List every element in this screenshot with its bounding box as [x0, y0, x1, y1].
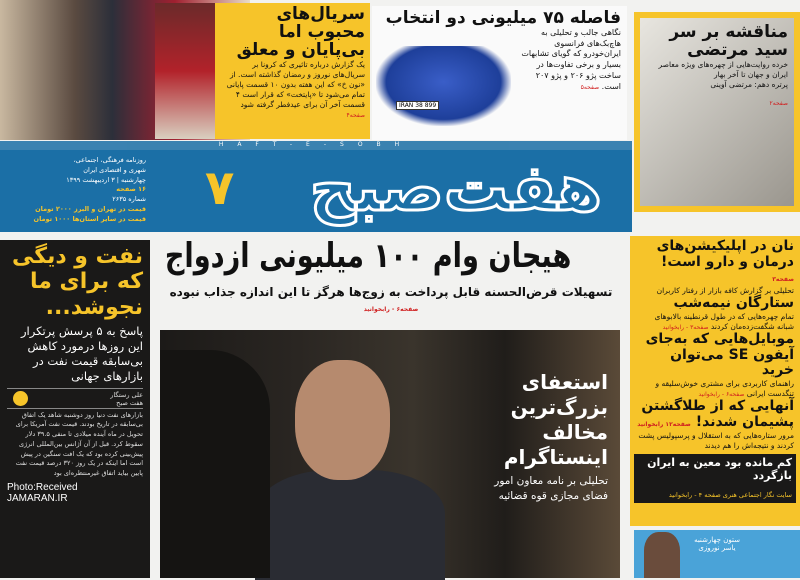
story-sub: پرتره دهم: مرتضی آوینی [710, 79, 788, 89]
foreground-silhouette [160, 350, 270, 578]
item-title: نان در اپلیکیشن‌های درمان و دارو است! [656, 238, 794, 270]
desc: شهری و اقتصادی ایران [83, 165, 146, 174]
newspaper-logo: هفت‌صبح [309, 152, 602, 226]
watermark-line: Photo:Received [7, 481, 78, 493]
masthead [0, 150, 632, 232]
logo-number: ۷ [205, 160, 235, 216]
item-title[interactable]: موبایل‌هایی که به‌جای آیفون SE می‌توان خرید [645, 331, 794, 379]
story-body: یک گزارش درباره تاثیری که کرونا بر سریال‌های نوروز و رمضان گذاشته است. از «نون خ» که این هفته بدون ۱۰ قسمت پایانی تمام می‌شود تا «پایتخت» که قرار است ۴ قسمت آخر آن برای عیدفطر گرفته شود [226, 59, 365, 110]
person-face [295, 360, 390, 480]
item-body-block [636, 312, 794, 332]
story-body: خرده روایت‌هایی از چهره‌های ویژه معاصر ایران و جهان تا آخر بهار [658, 59, 788, 79]
page-ref: صفحه۳ - رابخوانید [662, 323, 709, 331]
date: چهارشنبه | ۳ اردیبهشت ۱۳۹۹ [66, 175, 146, 184]
main-headline-wrap [160, 236, 622, 282]
columnist-name: یاسر نوروزی [698, 544, 736, 552]
item[interactable] [636, 399, 794, 430]
desc: روزنامه فرهنگی، اجتماعی، [73, 156, 146, 164]
item-body: راهنمای کاربردی برای مشتری خوش‌سلیقه و تنگدست ایرانی [655, 379, 794, 399]
page-ref: صفحه۴ [346, 112, 365, 120]
photo-caption [478, 370, 608, 503]
item-body: مرور ستاره‌هایی که به استقلال و پرسپولیس پشت کردند و نتیجه‌اش را هم دیدند [638, 430, 794, 450]
item-body: تمام چهره‌هایی که در طول قرنطینه بالابوهای شبانه شگفت‌زده‌مان کردند [654, 311, 794, 331]
page-ref: صفحه۵ [580, 83, 600, 91]
car-photo [376, 46, 511, 126]
page-count: ۱۶ صفحه [116, 185, 146, 194]
item-title[interactable]: ستارگان نیمه‌شب [673, 295, 794, 312]
story-morteza[interactable] [634, 12, 800, 212]
page-ref: صفحه۶ - رابخوانید [698, 391, 745, 399]
photo-body: تحلیلی بر نامه معاون امور فضای مجازی قوه قضائیه [494, 475, 608, 502]
story-body: نگاهی جالب و تحلیلی به هاچ‌بک‌های فرانسوی ایران‌خودرو که گویای تشابهات بسیار و برخی تفاوت‌ها در ساخت پژو ۲۰۶ و پژو ۲۰۷ است. [521, 27, 621, 91]
story-series[interactable] [155, 3, 370, 139]
story-body-block [220, 60, 365, 121]
columnist-label: ستون چهارشنبه [694, 536, 740, 544]
column-body: بازارهای نفت دنیا روز دوشنبه شاهد یک اتفاق بی‌سابقه در تاریخ بودند. قیمت نفت آمریکا برای تحویل در ماه آینده میلادی تا منفی ۳۹.۵ دلار سقوط کرد. قبل از آن آژانس بین‌المللی انرژی پیش‌بینی کرده بود که یک افت سنگین در پیش است اما اینکه در یک روز ۳۲۰ درصد قیمت نفت پایین بیاید اتفاق غیرمنتظره‌ای بود [7, 408, 143, 479]
watermark [7, 482, 143, 505]
subheadline-text: تسهیلات قرض‌الحسنه قابل پرداخت به زوج‌ها هرگز تا این اندازه جذاب نبوده [169, 285, 613, 299]
page-ref: صفحه۱۲ رابخوانید [637, 421, 691, 428]
main-subheadline [160, 285, 622, 315]
page-ref: صفحه۶ - رابخوانید [363, 306, 419, 313]
masthead-info [6, 156, 146, 224]
story-title: فاصله ۷۵ میلیونی دو انتخاب [385, 8, 621, 28]
person-suit [255, 470, 445, 580]
columnist-avatar [644, 532, 680, 578]
column-lead: پاسخ به ۵ پرسش پرتکرار این روزها درمورد کاهش بی‌سابقه قیمت نفت در بازارهای جهانی [21, 323, 143, 383]
story-title: مناقشه بر سر سید مرتضی [669, 22, 788, 60]
license-plate: IRAN 38 899 [396, 101, 439, 110]
author-name: علی رستگار [110, 390, 143, 399]
issue-number: شماره ۲۶۳۵ [112, 195, 146, 203]
item[interactable] [636, 239, 794, 286]
story-car[interactable] [372, 6, 627, 140]
photo-title: استعفای بزرگ‌ترین مخالف اینستاگرام [503, 370, 608, 469]
strip-sub: سایت نگار اجتماعی هنری صفحه ۴ - رابخوانید [668, 490, 792, 499]
author [7, 388, 143, 408]
item-title: آنهایی که از طلاگشتن پشیمان شدند! [641, 398, 794, 430]
price: قیمت در سایر استان‌ها ۱۰۰۰ تومان [33, 214, 146, 223]
column-title: نفت و دیگی که برای ما نجوشد... [12, 244, 143, 320]
page-ref: صفحه۲ [769, 100, 788, 108]
right-column [630, 236, 800, 526]
oil-column[interactable] [0, 240, 150, 578]
author-avatar [13, 391, 28, 406]
masthead-strip: HAFT-E-SOBH [0, 141, 632, 150]
moein-story[interactable] [634, 454, 796, 503]
main-photo[interactable] [160, 330, 620, 578]
author-org: هفت صبح [116, 398, 143, 407]
watermark-line: JAMARAN.IR [7, 493, 68, 505]
item-body: تحلیلی بر گزارش کافه بازار از رفتار کاربران [656, 286, 794, 296]
columnist-box[interactable] [634, 530, 800, 578]
story-body-block [518, 28, 621, 93]
strip-title: کم مانده بود معین به ایران بازگردد [647, 455, 792, 482]
page-ref: صفحه۳ [772, 276, 794, 284]
item-body-block [636, 379, 794, 399]
story-title: سریال‌های محبوب اما بی‌پایان و معلق [236, 4, 365, 60]
main-headline[interactable]: هیجان وام ۱۰۰ میلیونی ازدواج [164, 236, 572, 276]
price: قیمت در تهران و البرز ۲۰۰۰ تومان [35, 204, 146, 213]
actress-photo [155, 3, 215, 139]
